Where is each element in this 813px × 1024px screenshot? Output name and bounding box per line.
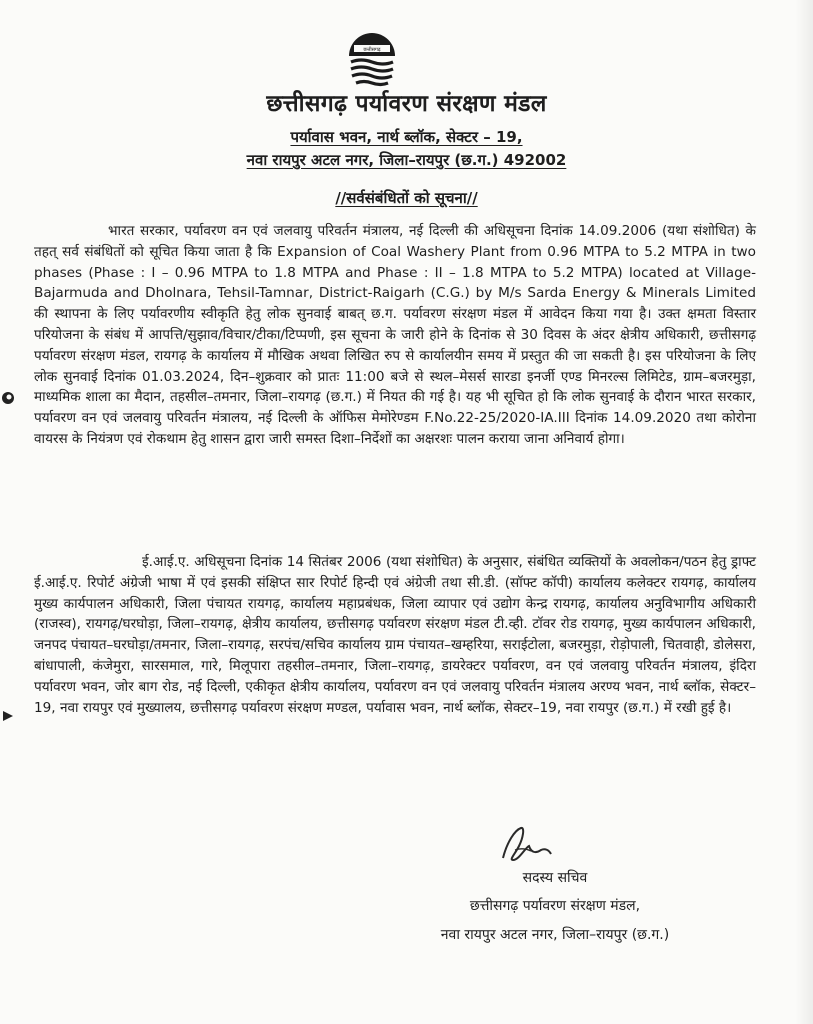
address-line-2: नवा रायपुर अटल नगर, जिला–रायपुर (छ.ग.) 492002: [246, 151, 567, 169]
notice-subject: //सर्वसंबंधितों को सूचना//: [335, 189, 478, 207]
signatory-place: नवा रायपुर अटल नगर, जिला–रायपुर (छ.ग.): [440, 927, 670, 943]
body-paragraph-2: ई.आई.ए. अधिसूचना दिनांक 14 सितंबर 2006 (यथा संशोधित) के अनुसार, संबंधित व्यक्तियों के अवलोकन/पठन हेतु ड्राफ्ट ई.आई.ए. रिपोर्ट अंग्रेजी भाषा में एवं इसकी संक्षिप्त सार रिपोर्ट हिन्दी एवं अंग्रेजी तथा सी.डी. (सॉफ्ट कॉपी) कार्यालय कलेक्टर रायगढ़, कार्यालय मुख्य कार्यपालन अधिकारी, जिला पंचायत रायगढ़, कार्यालय महाप्रबंधक, जिला व्यापार एवं उद्योग केन्द्र रायगढ़, कार्यालय अनुविभागीय अधिकारी (राजस्व), रायगढ़/घरघोड़ा, जिला–रायगढ़, क्षेत्रीय कार्यालय, छत्तीसगढ़ पर्यावरण संरक्षण मंडल टी.व्ही. टॉवर रोड रायगढ़, मुख्य कार्यपालन अधिकारी, जनपद पंचायत–घरघोड़ा/तमनार, जिला–रायगढ़, सरपंच/सचिव कार्यालय ग्राम पंचायत–खम्हरिया, सराईटोला, बजरमुड़ा, रोड़ोपाली, चितवाही, डोलेसरा, बांधापाली, कंजेमुरा, सारसमाल, गारे, मिलूपारा तहसील–तमनार, जिला–रायगढ़, डायरेक्टर पर्यावरण, वन एवं जलवायु परिवर्तन मंत्रालय, इंदिरा पर्यावरण भवन, जोर बाग रोड, नई दिल्ली, एकीकृत क्षेत्रीय कार्यालय, पर्यावरण वन एवं जलवायु परिवर्तन मंत्रालय अरण्य भवन, नार्थ ब्लॉक, सेक्टर–19, नवा रायपुर एवं मुख्यालय, छत्तीसगढ़ पर्यावरण संरक्षण मण्डल, पर्यावास भवन, नार्थ ब्लॉक, सेक्टर–19, नवा रायपुर (छ.ग.) में रखी हुई है।: [34, 554, 756, 716]
signatory-org: छत्तीसगढ़ पर्यावरण संरक्षण मंडल,: [469, 898, 641, 914]
scan-mark-icon: [0, 390, 16, 406]
address-line-1: पर्यावास भवन, नार्थ ब्लॉक, सेक्टर – 19,: [290, 128, 523, 146]
org-title: छत्तीसगढ़ पर्यावरण संरक्षण मंडल: [266, 91, 547, 117]
svg-text:छत्तीसगढ़: छत्तीसगढ़: [363, 47, 381, 53]
signature-icon: [495, 820, 555, 868]
signatory-designation: सदस्य सचिव: [522, 870, 588, 886]
scan-mark-icon: [0, 708, 16, 724]
body-paragraph-1: भारत सरकार, पर्यावरण वन एवं जलवायु परिवर्तन मंत्रालय, नई दिल्ली की अधिसूचना दिनांक 14.09.2006 (यथा संशोधित) के तहत् सर्व संबंधितों को सूचित किया जाता है कि Expansion of Coal Washery Plant from 0.96 MTPA to 5.2 MTPA in two phases (Phase : I – 0.96 MTPA to 1.8 MTPA and Phase : II – 1.8 MTPA to 5.2 MTPA) located at Village-Bajarmuda and Dholnara, Tehsil-Tamnar, District-Raigarh (C.G.) by M/s Sarda Energy & Minerals Limited की स्थापना के लिए पर्यावरणीय स्वीकृति हेतु लोक सुनवाई बाबत् छ.ग. पर्यावरण संरक्षण मंडल में आवेदन किया गया है। उक्त क्षमता विस्तार परियोजना के संबंध में आपत्ति/सुझाव/विचार/टीका/टिप्पणी, इस सूचना के जारी होने के दिनांक से 30 दिवस के अंदर क्षेत्रीय अधिकारी, छत्तीसगढ़ पर्यावरण संरक्षण मंडल, रायगढ़ के कार्यालय में मौखिक अथवा लिखित रुप से कार्यालयीन समय में प्रस्तुत की जा सकती है। इस परियोजना के लिए लोक सुनवाई दिनांक 01.03.2024, दिन–शुक्रवार को प्रातः 11:00 बजे से स्थल–मेसर्स सारडा इनर्जी एण्ड मिनरल्स लिमिटेड, ग्राम–बजरमुड़ा, माध्यमिक शाला का मैदान, तहसील–तमनार, जिला–रायगढ़ (छ.ग.) में नियत की गई है। यह भी सूचित हो कि लोक सुनवाई के दौरान भारत सरकार, पर्यावरण वन एवं जलवायु परिवर्तन मंत्रालय, नई दिल्ली के ऑफिस मेमोरेण्डम F.No.22-25/2020-IA.III दिनांक 14.09.2020 तथा कोरोना वायरस के नियंत्रण एवं रोकथाम हेतु शासन द्वारा जारी समस्त दिशा–निर्देशों का अक्षरशः पालन कराया जाना अनिवार्य होगा।: [34, 223, 756, 447]
